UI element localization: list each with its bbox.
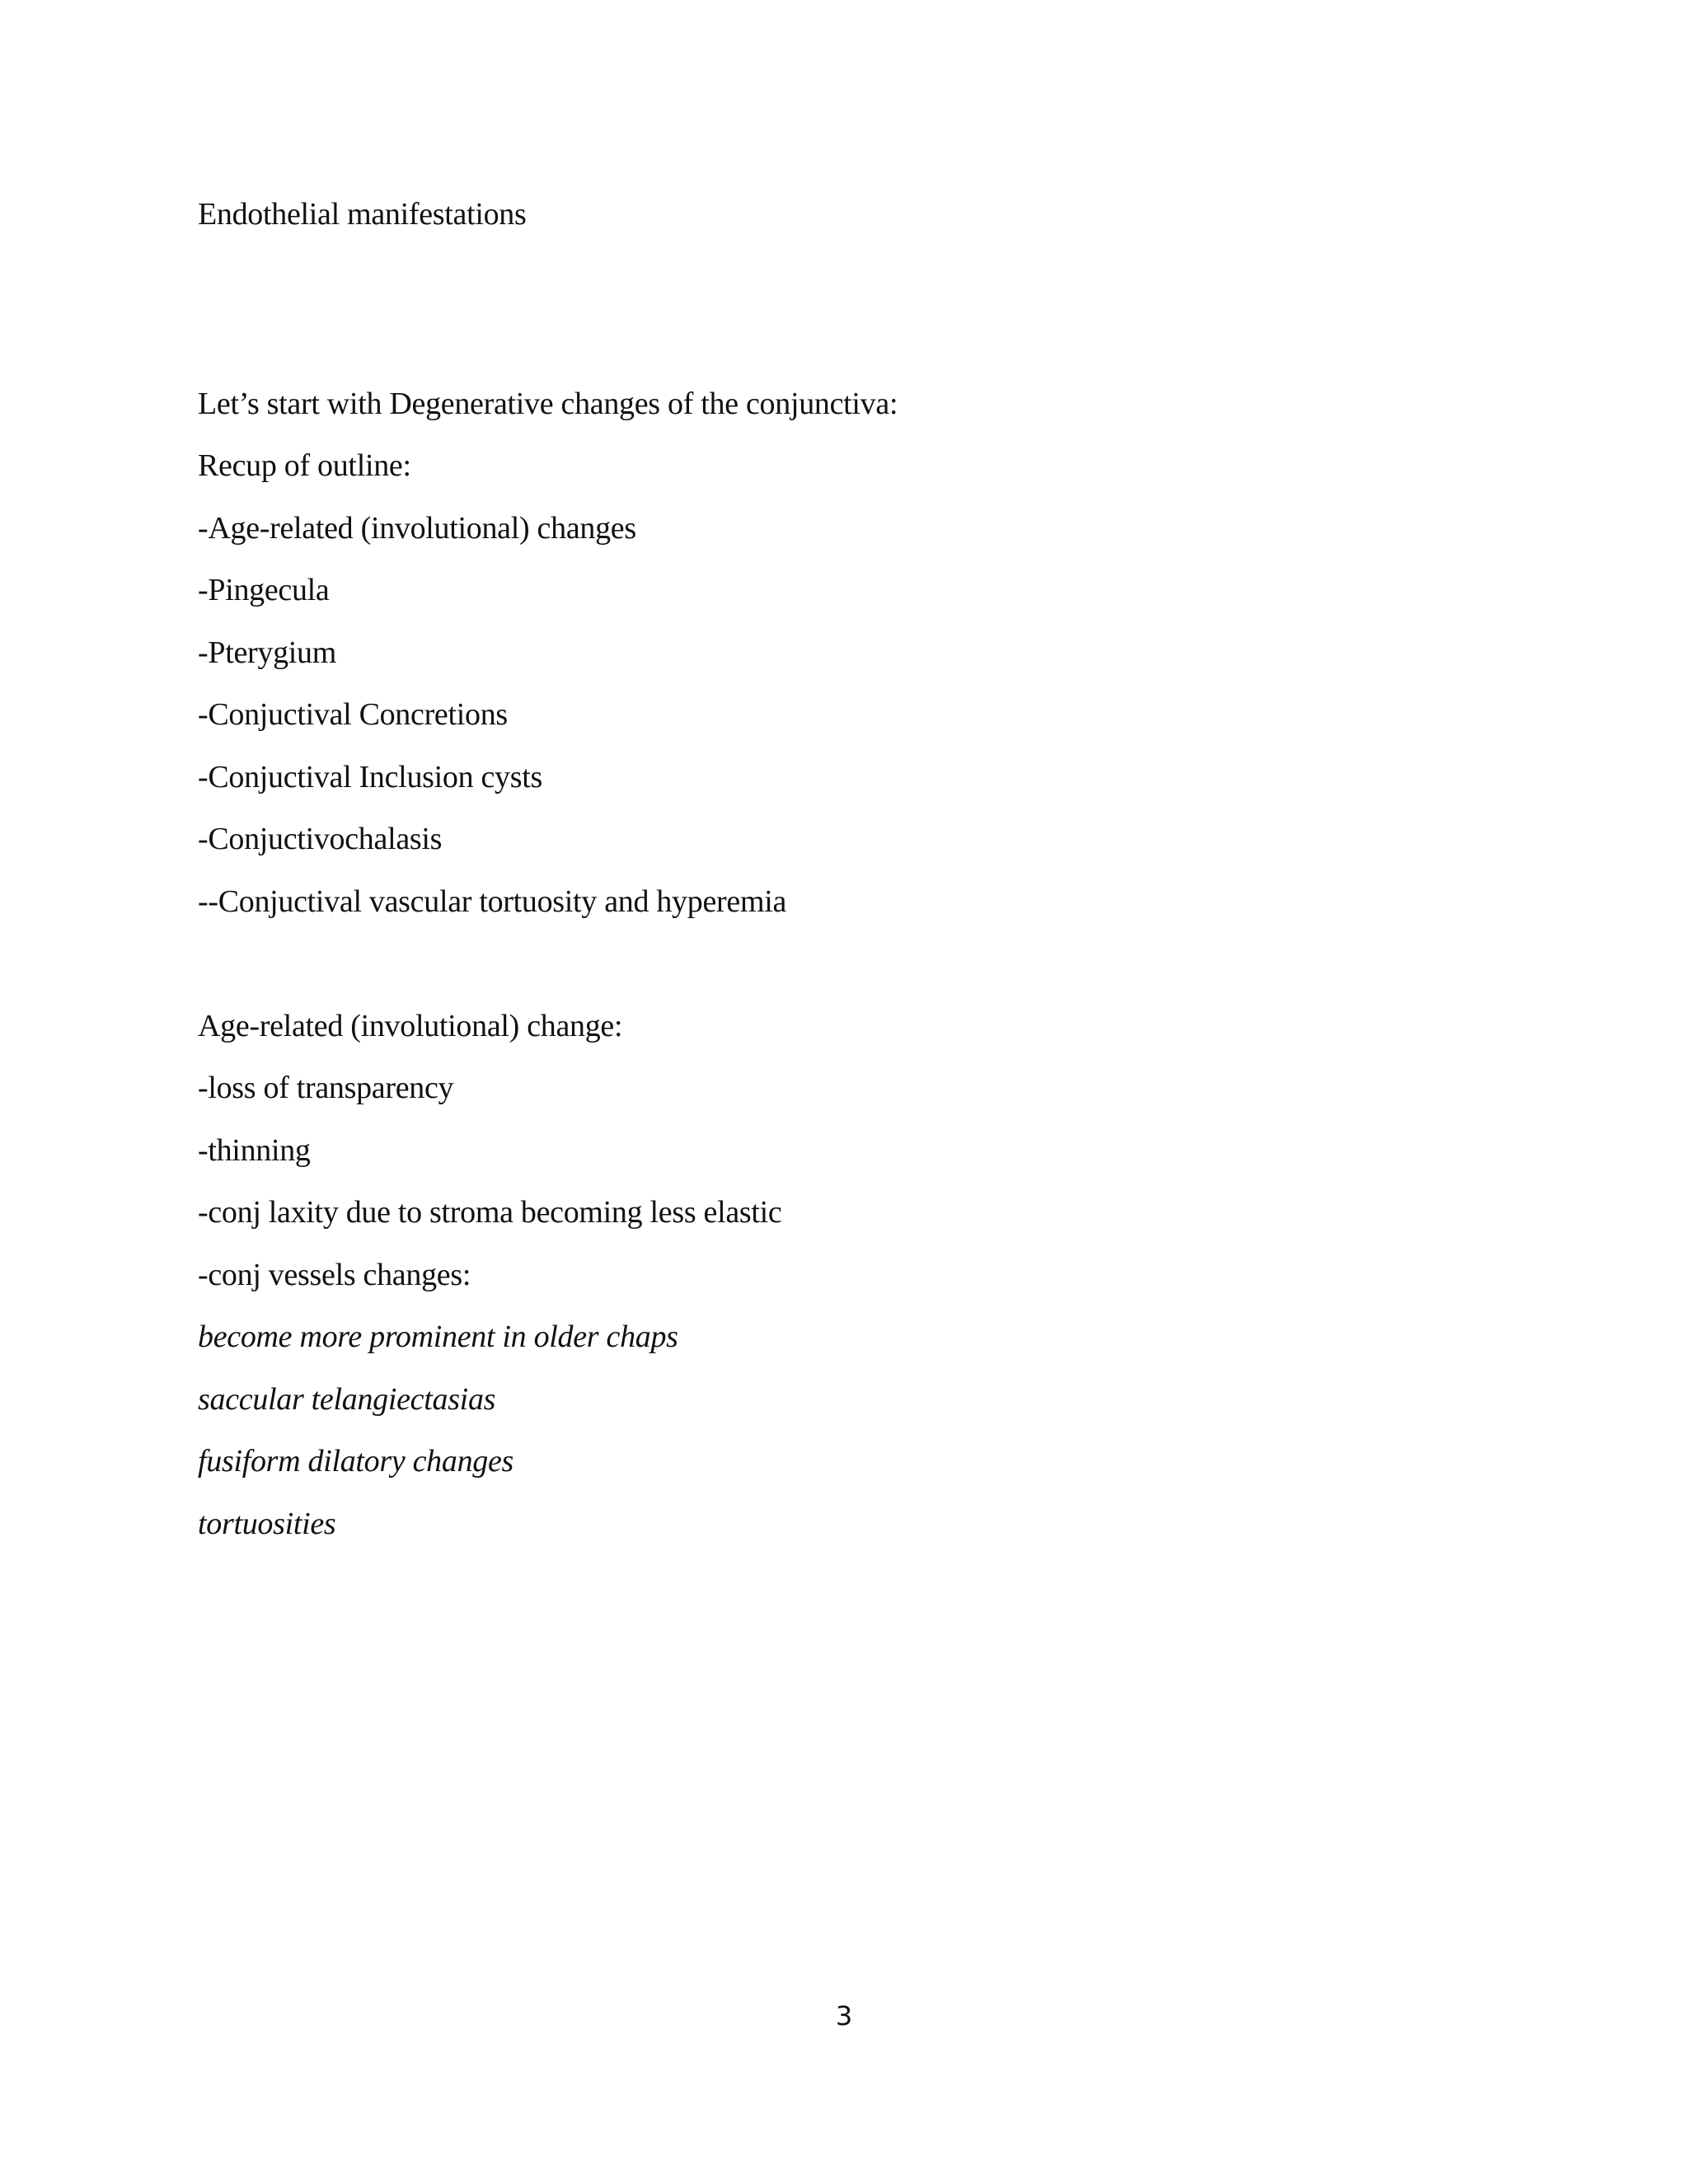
outline-item: -Conjuctivochalasis — [198, 822, 443, 856]
outline-item: -Pterygium — [198, 635, 336, 670]
outline-item: -Pingecula — [198, 573, 330, 607]
outline-recap-label: Recup of outline: — [198, 448, 411, 483]
vessel-change-item: saccular telangiectasias — [198, 1382, 496, 1417]
vessel-change-item: tortuosities — [198, 1507, 336, 1541]
page-number: 3 — [835, 2000, 853, 2032]
vessel-change-item: become more prominent in older chaps — [198, 1319, 678, 1354]
section-title: Age-related (involutional) change: — [198, 1009, 623, 1043]
change-item: -thinning — [198, 1133, 311, 1168]
change-item: -conj vessels changes: — [198, 1258, 471, 1292]
outline-item: -Conjuctival Concretions — [198, 697, 508, 732]
intro-line: Let’s start with Degenerative changes of the conjunctiva: — [198, 387, 898, 421]
change-item: -loss of transparency — [198, 1071, 454, 1105]
outline-item: --Conjuctival vascular tortuosity and hyperemia — [198, 884, 787, 919]
outline-item: -Conjuctival Inclusion cysts — [198, 760, 542, 794]
vessel-change-item: fusiform dilatory changes — [198, 1444, 514, 1479]
change-item: -conj laxity due to stroma becoming less elastic — [198, 1195, 782, 1230]
heading-endothelial: Endothelial manifestations — [198, 197, 527, 232]
outline-item: -Age-related (involutional) changes — [198, 511, 636, 546]
